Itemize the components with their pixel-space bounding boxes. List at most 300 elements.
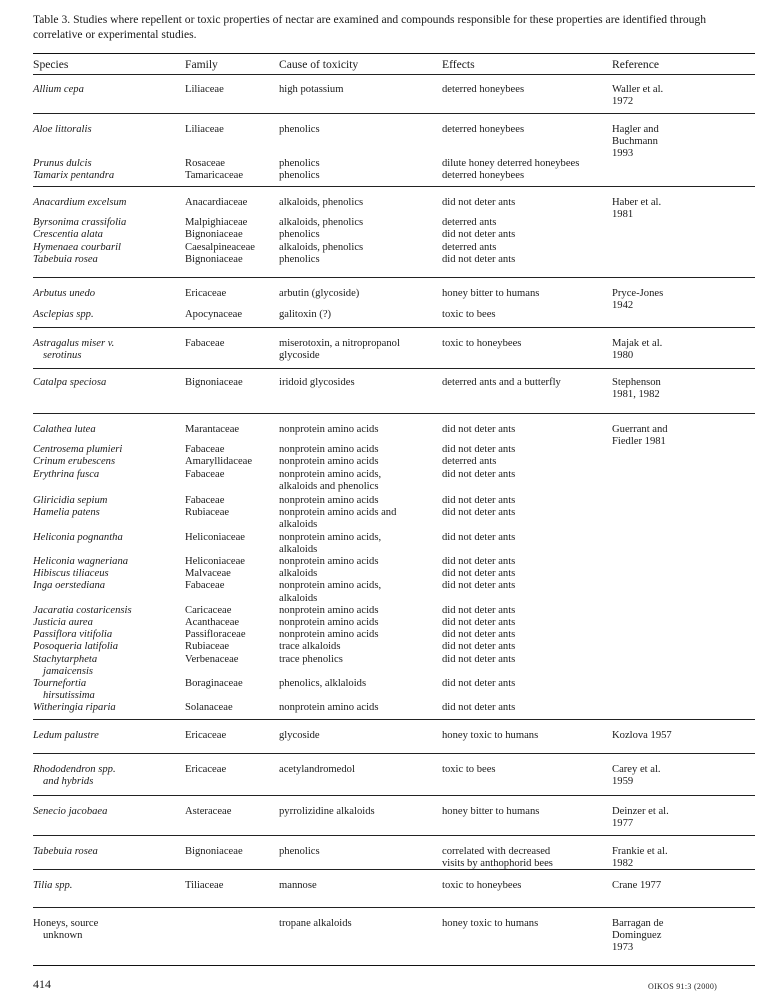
species-cell-line: Inga oerstediana: [33, 580, 106, 592]
effects-cell-line: did not deter ants: [442, 468, 516, 480]
species-cell-line: and hybrids: [43, 776, 94, 788]
cause-cell-line: phenolics, alklaloids: [279, 678, 367, 689]
cause-cell-line: nonprotein amino acids: [279, 702, 379, 714]
effects-cell-line: deterred honeybees: [442, 170, 525, 182]
family-cell: [185, 641, 229, 653]
family-cell: [185, 678, 243, 690]
reference-cell: [612, 84, 663, 108]
effects-cell: [442, 124, 524, 136]
effects-cell-line: did not deter ants: [442, 653, 516, 665]
cause-cell-line: alkaloids: [279, 519, 318, 531]
cause-cell-line: high potassium: [279, 84, 344, 95]
cause-cell-line: nonprotein amino acids: [279, 456, 379, 468]
species-cell-line: Byrsonima crassifolia: [33, 217, 127, 229]
effects-cell: [442, 469, 515, 481]
species-cell: [33, 84, 181, 96]
effects-cell: [442, 254, 515, 266]
effects-cell-line: did not deter ants: [442, 580, 516, 592]
reference-cell: [612, 338, 662, 362]
effects-cell-line: toxic to bees: [442, 764, 496, 775]
family-cell-line: Fabaceae: [185, 444, 225, 456]
cause-cell: [279, 288, 359, 300]
family-cell: [185, 507, 229, 519]
species-cell: [33, 846, 181, 858]
cause-cell-line: trace alkaloids: [279, 641, 341, 653]
cause-cell-line: nonprotein amino acids,: [279, 531, 382, 543]
family-cell: [185, 229, 243, 241]
effects-cell: [442, 456, 496, 468]
journal-citation: OIKOS 91:3 (2000): [648, 982, 718, 991]
family-cell-line: Rubiaceae: [185, 641, 230, 653]
species-cell-line: Heliconia wagneriana: [33, 556, 129, 567]
cause-cell: [279, 918, 352, 930]
reference-cell: [612, 846, 668, 870]
effects-cell: [442, 918, 538, 930]
species-cell: [33, 617, 181, 629]
species-cell: [33, 444, 181, 456]
cause-cell-line: galitoxin (?): [279, 309, 332, 321]
effects-cell-line: correlated with decreased: [442, 846, 551, 857]
reference-cell: [612, 197, 661, 221]
family-cell-line: Liliaceae: [185, 124, 224, 135]
effects-cell: [442, 764, 496, 776]
species-cell-line: Calathea lutea: [33, 424, 96, 435]
effects-cell: [442, 629, 515, 641]
effects-cell: [442, 702, 515, 714]
cause-cell: [279, 309, 331, 321]
cause-cell: [279, 764, 355, 776]
effects-cell: [442, 580, 515, 592]
reference-cell-line: Carey et al.: [612, 764, 661, 775]
species-cell: [33, 242, 181, 254]
header-cause: Cause of toxicity: [279, 58, 359, 71]
cause-cell-line: nonprotein amino acids: [279, 495, 379, 506]
header-family: Family: [185, 58, 218, 71]
family-cell: [185, 338, 224, 350]
reference-cell-line: 1942: [612, 300, 634, 312]
family-cell-line: Caesalpineaceae: [185, 241, 255, 253]
family-cell: [185, 424, 239, 436]
species-cell: [33, 197, 181, 209]
species-cell-line: Crinum erubescens: [33, 456, 116, 468]
family-cell: [185, 495, 224, 507]
family-cell: [185, 469, 224, 481]
family-cell-line: Fabaceae: [185, 468, 225, 480]
species-cell-line: Honeys, source: [33, 918, 99, 929]
species-cell: [33, 629, 181, 641]
cause-cell-line: alkaloids, phenolics: [279, 217, 364, 229]
reference-cell: [612, 880, 661, 892]
family-cell: [185, 617, 239, 629]
effects-cell-line: did not deter ants: [442, 678, 516, 689]
row-group-rule: [33, 327, 755, 328]
species-cell: [33, 764, 181, 788]
species-cell: [33, 338, 181, 362]
species-cell: [33, 217, 181, 229]
family-cell: [185, 806, 231, 818]
species-cell: [33, 880, 181, 892]
cause-cell-line: trace phenolics: [279, 653, 343, 665]
effects-cell: [442, 309, 496, 321]
species-cell-line: Heliconia pognantha: [33, 531, 123, 543]
effects-cell-line: honey bitter to humans: [442, 806, 540, 817]
species-cell-line: Hibiscus tiliaceus: [33, 568, 109, 580]
reference-cell-line: Pryce-Jones: [612, 288, 664, 299]
effects-cell: [442, 730, 538, 742]
species-cell-line: Tamarix pentandra: [33, 170, 115, 182]
cause-cell: [279, 641, 340, 653]
family-cell: [185, 730, 226, 742]
cause-cell-line: phenolics: [279, 170, 320, 182]
species-cell-line: Asclepias spp.: [33, 309, 94, 321]
species-cell: [33, 568, 181, 580]
family-cell: [185, 309, 242, 321]
effects-cell: [442, 338, 521, 350]
species-cell-line: Ledum palustre: [33, 730, 99, 741]
row-group-rule: [33, 869, 755, 870]
reference-cell-line: Majak et al.: [612, 338, 663, 349]
effects-cell-line: deterred ants: [442, 217, 497, 229]
effects-cell-line: toxic to honeybees: [442, 338, 522, 349]
header-rule: [33, 74, 755, 75]
species-cell-line: Jacaratia costaricensis: [33, 604, 132, 616]
species-cell-line: Hamelia patens: [33, 507, 100, 519]
species-cell: [33, 730, 181, 742]
header-reference: Reference: [612, 58, 659, 71]
reference-cell-line: 1981: [612, 209, 634, 221]
family-cell: [185, 556, 245, 568]
cause-cell-line: phenolics: [279, 124, 320, 135]
family-cell-line: Ericaceae: [185, 764, 227, 775]
cause-cell-line: nonprotein amino acids: [279, 556, 379, 567]
effects-cell-line: deterred ants: [442, 241, 497, 253]
family-cell-line: Marantaceae: [185, 424, 240, 435]
species-cell-line: Stachytarpheta: [33, 653, 98, 665]
family-cell: [185, 158, 225, 170]
cause-cell: [279, 580, 381, 604]
cause-cell: [279, 229, 320, 241]
row-group-rule: [33, 753, 755, 754]
species-cell-line: Centrosema plumieri: [33, 444, 123, 456]
cause-cell: [279, 654, 343, 666]
effects-cell-line: did not deter ants: [442, 444, 516, 456]
reference-cell-line: Guerrant and: [612, 424, 668, 435]
family-cell-line: Passifloraceae: [185, 629, 246, 641]
species-cell: [33, 556, 181, 568]
reference-cell: [612, 806, 669, 830]
cause-cell-line: alkaloids, phenolics: [279, 197, 364, 208]
family-cell: [185, 170, 243, 182]
family-cell-line: Malpighiaceae: [185, 217, 248, 229]
effects-cell: [442, 242, 496, 254]
reference-cell-line: 1972: [612, 96, 634, 108]
reference-cell-line: Stephenson: [612, 377, 661, 388]
effects-cell: [442, 532, 515, 544]
family-cell-line: Caricaceae: [185, 604, 232, 616]
species-cell: [33, 702, 181, 714]
family-cell-line: Heliconiaceae: [185, 556, 245, 567]
family-cell-line: Ericaceae: [185, 730, 227, 741]
species-cell-line: Justicia aurea: [33, 617, 93, 628]
reference-cell-line: Fiedler 1981: [612, 436, 666, 448]
cause-cell: [279, 605, 378, 617]
effects-cell-line: did not deter ants: [442, 531, 516, 543]
cause-cell-line: nonprotein amino acids and: [279, 507, 397, 519]
cause-cell-line: pyrrolizidine alkaloids: [279, 806, 375, 817]
effects-cell: [442, 377, 561, 389]
cause-cell-line: nonprotein amino acids,: [279, 580, 382, 592]
species-cell-line: Arbutus unedo: [33, 288, 96, 299]
reference-cell: [612, 764, 661, 788]
reference-cell-line: 1973: [612, 942, 634, 954]
species-cell-line: Prunus dulcis: [33, 158, 92, 170]
species-cell: [33, 377, 181, 389]
cause-cell: [279, 377, 355, 389]
family-cell: [185, 84, 224, 96]
row-group-rule: [33, 907, 755, 908]
cause-cell: [279, 242, 363, 254]
family-cell: [185, 288, 226, 300]
row-group-rule: [33, 368, 755, 369]
effects-cell: [442, 654, 515, 666]
species-cell: [33, 170, 181, 182]
family-cell-line: Liliaceae: [185, 84, 224, 95]
effects-cell: [442, 170, 524, 182]
cause-cell-line: miserotoxin, a nitropropanol: [279, 338, 400, 349]
effects-cell-line: honey toxic to humans: [442, 918, 539, 929]
header-effects: Effects: [442, 58, 475, 71]
cause-cell-line: mannose: [279, 880, 317, 891]
reference-cell-line: Hagler and: [612, 124, 659, 135]
species-cell: [33, 532, 181, 544]
effects-cell-line: did not deter ants: [442, 702, 516, 714]
effects-cell: [442, 568, 515, 580]
cause-cell: [279, 507, 396, 531]
species-cell-line: Witheringia riparia: [33, 702, 116, 714]
species-cell-line: Posoqueria latifolia: [33, 641, 119, 653]
family-cell: [185, 702, 233, 714]
effects-cell-line: toxic to bees: [442, 309, 496, 321]
family-cell: [185, 880, 223, 892]
effects-cell: [442, 641, 515, 653]
species-cell: [33, 309, 181, 321]
effects-cell-line: did not deter ants: [442, 507, 516, 519]
species-cell: [33, 605, 181, 617]
cause-cell-line: nonprotein amino acids: [279, 444, 379, 456]
effects-cell-line: did not deter ants: [442, 629, 516, 641]
cause-cell-line: tropane alkaloids: [279, 918, 352, 929]
family-cell-line: Bignoniaceae: [185, 846, 243, 857]
cause-cell: [279, 806, 375, 818]
cause-cell: [279, 702, 378, 714]
family-cell-line: Fabaceae: [185, 338, 225, 349]
cause-cell-line: alkaloids: [279, 543, 318, 555]
reference-cell-line: Crane 1977: [612, 880, 662, 891]
reference-cell-line: Dominguez: [612, 930, 662, 942]
cause-cell: [279, 495, 378, 507]
species-cell: [33, 641, 181, 653]
cause-cell-line: phenolics: [279, 158, 320, 170]
cause-cell-line: nonprotein amino acids: [279, 629, 379, 641]
family-cell-line: Malvaceae: [185, 568, 231, 580]
effects-cell: [442, 678, 515, 690]
cause-cell: [279, 444, 378, 456]
cause-cell: [279, 730, 320, 742]
effects-cell: [442, 507, 515, 519]
species-cell-line: Tournefortia: [33, 678, 87, 689]
species-cell-line: Tabebuia rosea: [33, 846, 98, 857]
reference-cell-line: Waller et al.: [612, 84, 664, 95]
row-group-rule: [33, 277, 755, 278]
family-cell: [185, 456, 252, 468]
effects-cell: [442, 229, 515, 241]
cause-cell-line: alkaloids, phenolics: [279, 241, 364, 253]
reference-cell-line: 1982: [612, 858, 634, 870]
family-cell-line: Ericaceae: [185, 288, 227, 299]
species-cell: [33, 229, 181, 241]
species-cell: [33, 580, 181, 592]
species-cell: [33, 124, 181, 136]
family-cell: [185, 764, 226, 776]
cause-cell-line: acetylandromedol: [279, 764, 355, 775]
family-cell-line: Rubiaceae: [185, 507, 230, 519]
cause-cell: [279, 617, 378, 629]
row-group-rule: [33, 113, 755, 114]
reference-cell-line: Barragan de: [612, 918, 664, 929]
reference-cell-line: Buchmann: [612, 136, 658, 148]
row-group-rule: [33, 965, 755, 966]
family-cell: [185, 217, 247, 229]
family-cell: [185, 124, 224, 136]
reference-cell: [612, 288, 663, 312]
effects-cell-line: deterred ants and a butterfly: [442, 377, 561, 388]
header-species: Species: [33, 58, 69, 71]
reference-cell-line: 1959: [612, 776, 634, 788]
cause-cell: [279, 170, 320, 182]
row-group-rule: [33, 186, 755, 187]
effects-cell: [442, 556, 515, 568]
effects-cell: [442, 880, 521, 892]
cause-cell: [279, 456, 378, 468]
cause-cell: [279, 124, 320, 136]
cause-cell-line: nonprotein amino acids: [279, 604, 379, 616]
effects-cell-line: did not deter ants: [442, 617, 516, 628]
effects-cell: [442, 444, 515, 456]
family-cell-line: Boraginaceae: [185, 678, 243, 689]
family-cell: [185, 197, 247, 209]
effects-cell-line: honey bitter to humans: [442, 288, 540, 299]
cause-cell: [279, 197, 363, 209]
species-cell-line: Gliricidia sepium: [33, 495, 108, 506]
cause-cell: [279, 254, 320, 266]
reference-cell: [612, 730, 672, 742]
cause-cell: [279, 678, 366, 690]
effects-cell-line: did not deter ants: [442, 641, 516, 653]
reference-cell-line: Kozlova 1957: [612, 730, 672, 741]
species-cell-line: Allium cepa: [33, 84, 84, 95]
family-cell: [185, 377, 243, 389]
family-cell-line: Verbenaceae: [185, 653, 239, 665]
effects-cell-line: visits by anthophorid bees: [442, 858, 553, 870]
row-group-rule: [33, 413, 755, 414]
species-cell-line: Hymenaea courbaril: [33, 241, 121, 253]
effects-cell-line: did not deter ants: [442, 495, 516, 506]
species-cell-line: serotinus: [43, 350, 82, 362]
family-cell-line: Bignoniaceae: [185, 253, 243, 265]
cause-cell-line: phenolics: [279, 253, 320, 265]
cause-cell-line: phenolics: [279, 846, 320, 857]
species-cell: [33, 254, 181, 266]
family-cell: [185, 580, 224, 592]
cause-cell: [279, 84, 343, 96]
cause-cell: [279, 217, 363, 229]
reference-cell-line: 1993: [612, 148, 634, 160]
family-cell: [185, 654, 239, 666]
effects-cell-line: honey toxic to humans: [442, 730, 539, 741]
effects-cell: [442, 495, 515, 507]
cause-cell-line: glycoside: [279, 350, 320, 362]
species-cell: [33, 158, 181, 170]
species-cell-line: Catalpa speciosa: [33, 377, 107, 388]
reference-cell-line: Frankie et al.: [612, 846, 668, 857]
reference-cell-line: 1980: [612, 350, 634, 362]
cause-cell: [279, 846, 320, 858]
species-cell-line: Crescentia alata: [33, 229, 103, 241]
effects-cell-line: deterred ants: [442, 456, 497, 468]
cause-cell-line: iridoid glycosides: [279, 377, 355, 388]
row-group-rule: [33, 719, 755, 720]
effects-cell: [442, 84, 524, 96]
table-top-rule: [33, 53, 755, 54]
page-number: 414: [33, 977, 51, 991]
cause-cell-line: alkaloids and phenolics: [279, 480, 379, 492]
family-cell-line: Tamaricaceae: [185, 170, 244, 182]
reference-cell-line: 1977: [612, 818, 634, 830]
cause-cell: [279, 158, 320, 170]
effects-cell-line: deterred honeybees: [442, 124, 525, 135]
species-cell: [33, 806, 181, 818]
cause-cell-line: arbutin (glycoside): [279, 288, 360, 299]
row-group-rule: [33, 795, 755, 796]
row-group-rule: [33, 835, 755, 836]
effects-cell: [442, 158, 579, 170]
reference-cell: [612, 918, 663, 955]
species-cell: [33, 654, 181, 678]
reference-cell: [612, 424, 668, 448]
species-cell-line: unknown: [43, 930, 83, 942]
effects-cell: [442, 846, 553, 870]
cause-cell: [279, 424, 378, 436]
family-cell: [185, 629, 246, 641]
species-cell-line: hirsutissima: [43, 690, 95, 702]
species-cell: [33, 469, 181, 481]
effects-cell: [442, 617, 515, 629]
cause-cell-line: phenolics: [279, 229, 320, 241]
family-cell-line: Apocynaceae: [185, 309, 243, 321]
species-cell: [33, 918, 181, 942]
family-cell-line: Fabaceae: [185, 580, 225, 592]
species-cell-line: Aloe littoralis: [33, 124, 92, 135]
family-cell-line: Anacardiaceae: [185, 197, 248, 208]
effects-cell: [442, 806, 539, 818]
effects-cell-line: did not deter ants: [442, 229, 516, 241]
effects-cell-line: dilute honey deterred honeybees: [442, 158, 580, 170]
family-cell-line: Heliconiaceae: [185, 531, 245, 543]
family-cell: [185, 568, 231, 580]
family-cell-line: Rosaceae: [185, 158, 225, 170]
family-cell: [185, 444, 224, 456]
cause-cell-line: alkaloids: [279, 592, 318, 604]
